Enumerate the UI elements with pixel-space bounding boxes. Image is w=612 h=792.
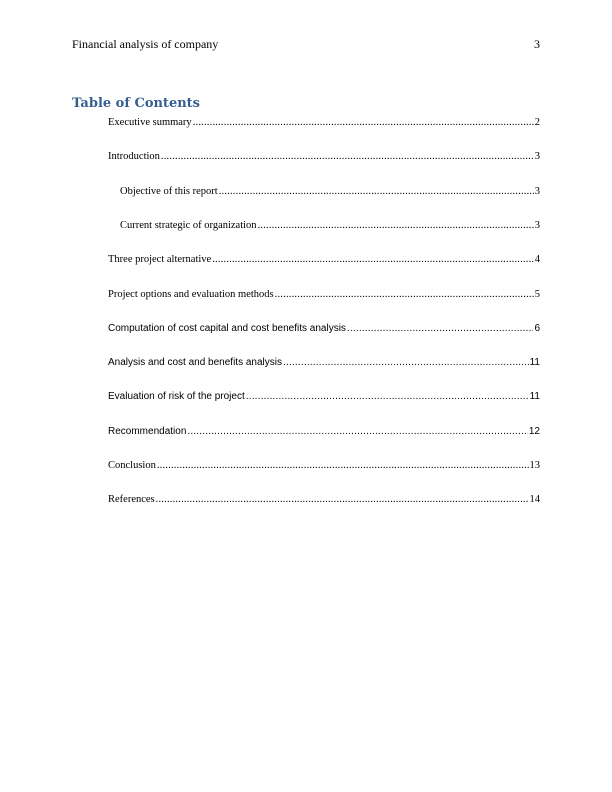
- toc-entry-introduction[interactable]: [108, 150, 540, 164]
- toc-dot-leader: [212, 253, 534, 267]
- toc-dot-leader: [258, 219, 534, 233]
- toc-entry-label: Conclusion: [108, 460, 156, 471]
- document-title: Financial analysis of company: [72, 37, 219, 51]
- toc-dot-leader: [161, 150, 534, 164]
- toc-entry-recommendation[interactable]: [108, 425, 540, 439]
- toc-dot-leader: [347, 322, 534, 336]
- toc-dot-leader: [193, 116, 534, 130]
- toc-entry-label: Current strategic of organization: [120, 220, 257, 231]
- toc-entry-label: Project options and evaluation methods: [108, 289, 274, 300]
- toc-entry-page: 3: [534, 151, 540, 162]
- toc-dot-leader: [246, 390, 529, 404]
- toc-entry-page: 4: [534, 254, 540, 265]
- toc-entry-analysis[interactable]: [108, 356, 540, 370]
- page-header: [72, 36, 540, 52]
- toc-entry-page: 12: [528, 426, 540, 437]
- toc-dot-leader: [219, 185, 534, 199]
- toc-entry-page: 5: [534, 289, 540, 300]
- toc-entry-current-strategic[interactable]: [120, 219, 540, 233]
- toc-entry-page: 2: [534, 117, 540, 128]
- toc-entry-project-options[interactable]: [108, 288, 540, 302]
- toc-entry-label: Recommendation: [108, 426, 187, 437]
- toc-entry-label: Analysis and cost and benefits analysis: [108, 357, 282, 368]
- toc-entry-conclusion[interactable]: [108, 459, 540, 473]
- toc-entry-three-project[interactable]: [108, 253, 540, 267]
- toc-entry-label: Computation of cost capital and cost benefits analysis: [108, 323, 346, 334]
- toc-dot-leader: [187, 425, 528, 439]
- toc-entry-executive-summary[interactable]: [108, 116, 540, 130]
- page-number: 3: [534, 37, 540, 51]
- toc-entry-page: 11: [529, 391, 540, 402]
- toc-dot-leader: [283, 356, 529, 370]
- toc-entry-objective[interactable]: [120, 185, 540, 199]
- toc-entry-page: 3: [534, 220, 540, 231]
- toc-entry-label: Introduction: [108, 151, 160, 162]
- toc-entry-page: 14: [529, 494, 540, 505]
- toc-entry-label: Three project alternative: [108, 254, 212, 265]
- toc-heading: Table of Contents: [72, 96, 200, 111]
- toc-entry-page: 3: [534, 186, 540, 197]
- toc-entry-label: Executive summary: [108, 117, 192, 128]
- toc-entry-computation[interactable]: [108, 322, 540, 336]
- toc-dot-leader: [275, 288, 534, 302]
- toc-entry-page: 6: [534, 323, 540, 334]
- toc-entry-label: Objective of this report: [120, 186, 218, 197]
- toc-dot-leader: [156, 493, 529, 507]
- toc-entry-page: 13: [529, 460, 540, 471]
- toc-entry-evaluation-risk[interactable]: [108, 390, 540, 404]
- toc-entry-page: 11: [529, 357, 540, 368]
- toc-entry-references[interactable]: [108, 493, 540, 507]
- toc-entry-label: References: [108, 494, 155, 505]
- toc-entry-label: Evaluation of risk of the project: [108, 391, 245, 402]
- toc-dot-leader: [157, 459, 529, 473]
